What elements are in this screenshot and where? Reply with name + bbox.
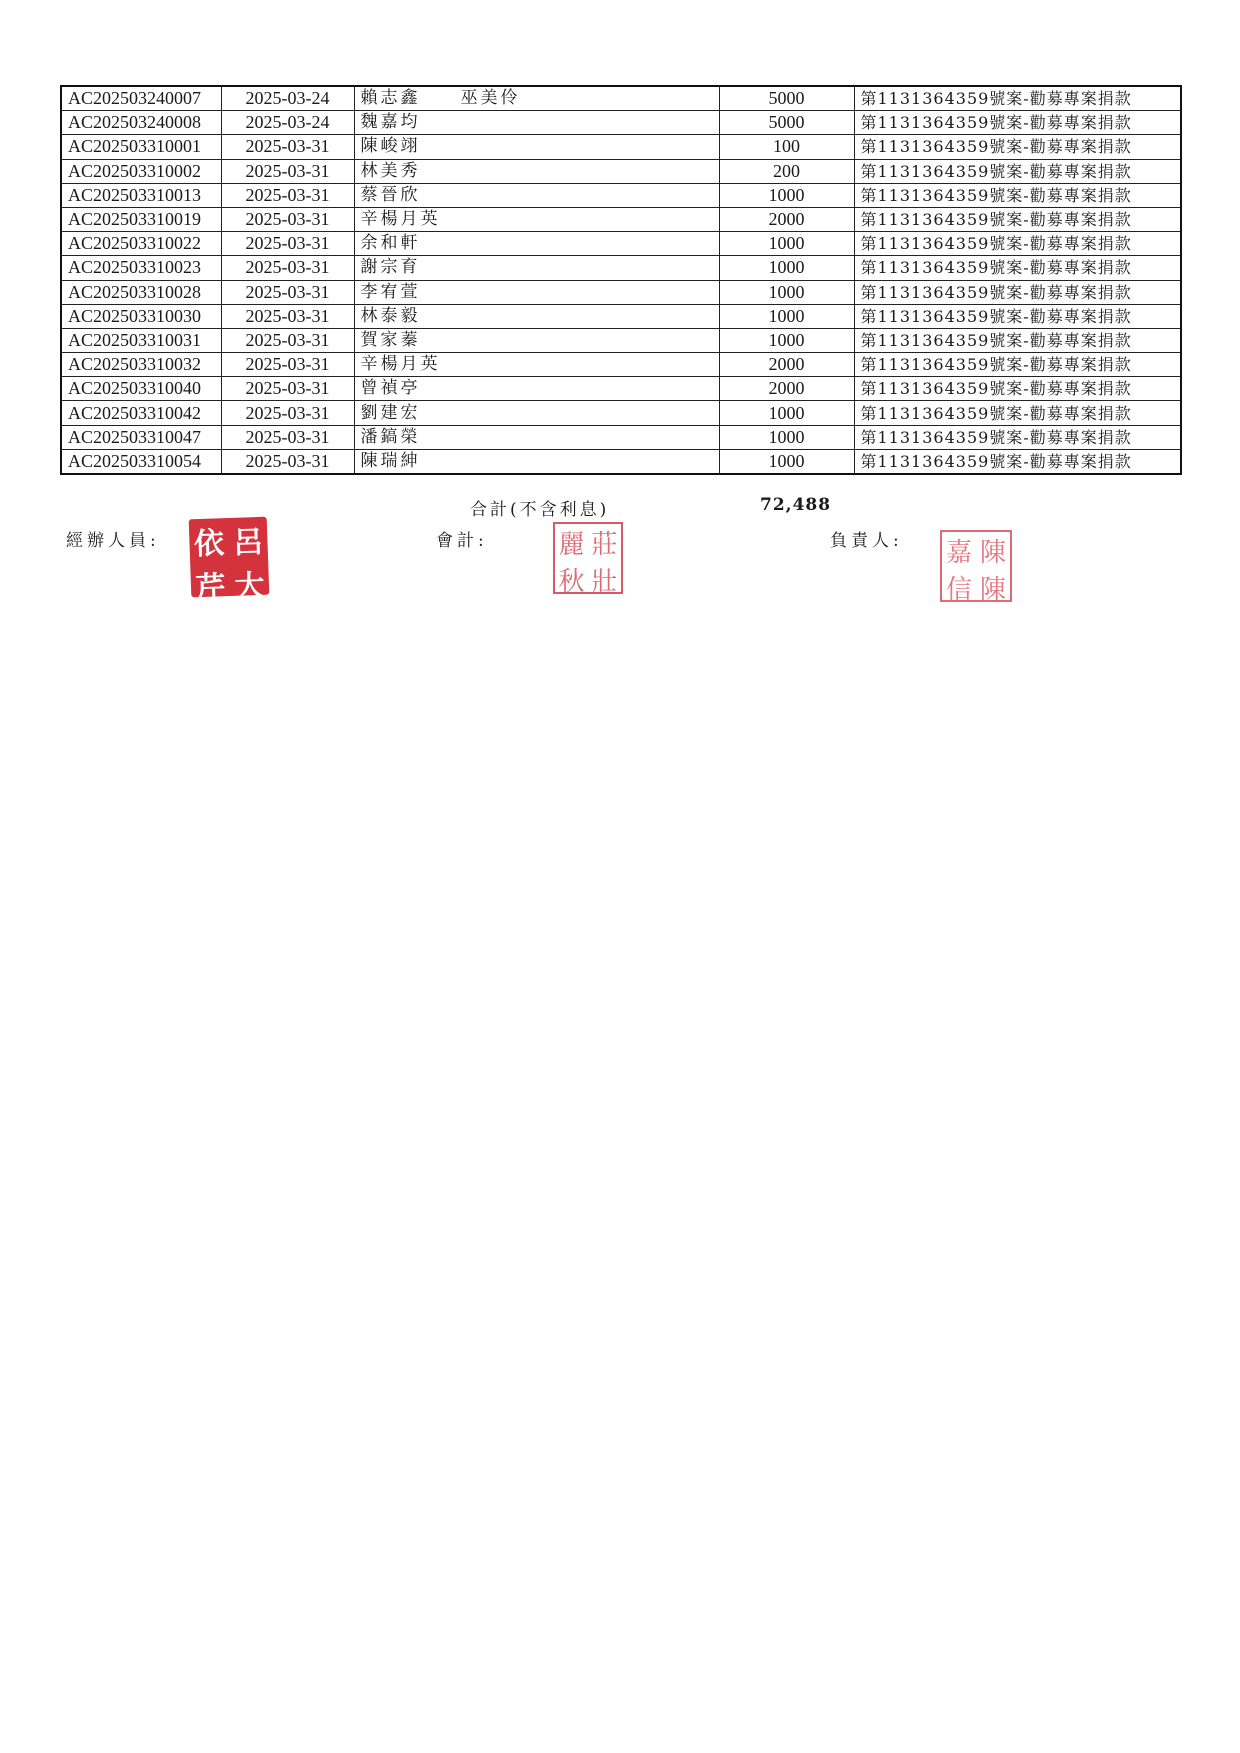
accountant-label: 會計: <box>436 531 488 551</box>
note-cell: 第1131364359號案-勸募專案捐款 <box>854 401 1181 425</box>
table-row <box>61 401 1181 425</box>
date-cell: 2025-03-31 <box>221 449 354 474</box>
date-cell: 2025-03-31 <box>221 183 354 207</box>
accountant-seal <box>553 522 623 597</box>
seal-char: 陳 <box>979 575 1006 605</box>
seal-char: 呂 <box>232 524 264 561</box>
note-cell: 第1131364359號案-勸募專案捐款 <box>854 353 1181 377</box>
donor-name-cell: 辛楊月英 <box>354 353 719 377</box>
donor-name-cell: 辛楊月英 <box>354 207 719 231</box>
account-id-cell: AC202503310002 <box>61 159 221 183</box>
note-cell: 第1131364359號案-勸募專案捐款 <box>854 425 1181 449</box>
note-cell: 第1131364359號案-勸募專案捐款 <box>854 304 1181 328</box>
handler-label: 經辦人員: <box>66 531 160 551</box>
donor-name-cell: 曾禎亭 <box>354 377 719 401</box>
note-cell: 第1131364359號案-勸募專案捐款 <box>854 135 1181 159</box>
seal-char: 芹 <box>194 570 227 607</box>
amount-cell: 2000 <box>719 353 854 377</box>
table-row <box>61 86 1181 111</box>
note-cell: 第1131364359號案-勸募專案捐款 <box>854 159 1181 183</box>
table-row <box>61 449 1181 474</box>
seal-char: 秋 <box>558 567 585 597</box>
account-id-cell: AC202503310001 <box>61 135 221 159</box>
donor-name-cell: 余和軒 <box>354 232 719 256</box>
amount-cell: 5000 <box>719 86 854 111</box>
table-row <box>61 353 1181 377</box>
donor-name-cell: 賴志鑫 巫美伶 <box>354 86 719 111</box>
account-id-cell: AC202503310023 <box>61 256 221 280</box>
total-value: 72,488 <box>760 495 832 515</box>
amount-cell: 1000 <box>719 401 854 425</box>
donor-name-cell: 劉建宏 <box>354 401 719 425</box>
table-row <box>61 183 1181 207</box>
seal-char: 麗 <box>558 530 585 560</box>
note-cell: 第1131364359號案-勸募專案捐款 <box>854 377 1181 401</box>
handler-seal <box>189 517 270 607</box>
donor-name-cell: 李宥萱 <box>354 280 719 304</box>
seal-char: 莊 <box>591 530 618 560</box>
seal-char: 信 <box>945 575 972 605</box>
donor-name-cell: 魏嘉均 <box>354 111 719 135</box>
manager-seal <box>940 530 1012 605</box>
amount-cell: 1000 <box>719 449 854 474</box>
account-id-cell: AC202503310040 <box>61 377 221 401</box>
seal-char: 壯 <box>591 567 618 597</box>
account-id-cell: AC202503310019 <box>61 207 221 231</box>
table-row <box>61 304 1181 328</box>
account-id-cell: AC202503240007 <box>61 86 221 111</box>
date-cell: 2025-03-31 <box>221 159 354 183</box>
date-cell: 2025-03-31 <box>221 207 354 231</box>
amount-cell: 1000 <box>719 232 854 256</box>
account-id-cell: AC202503310047 <box>61 425 221 449</box>
amount-cell: 2000 <box>719 207 854 231</box>
table-row <box>61 159 1181 183</box>
date-cell: 2025-03-24 <box>221 86 354 111</box>
table-row <box>61 207 1181 231</box>
note-cell: 第1131364359號案-勸募專案捐款 <box>854 328 1181 352</box>
note-cell: 第1131364359號案-勸募專案捐款 <box>854 207 1181 231</box>
donor-name-cell: 蔡晉欣 <box>354 183 719 207</box>
donor-name-cell: 賀家蓁 <box>354 328 719 352</box>
account-id-cell: AC202503310042 <box>61 401 221 425</box>
note-cell: 第1131364359號案-勸募專案捐款 <box>854 111 1181 135</box>
date-cell: 2025-03-31 <box>221 135 354 159</box>
date-cell: 2025-03-31 <box>221 425 354 449</box>
date-cell: 2025-03-31 <box>221 328 354 352</box>
donor-name-cell: 林美秀 <box>354 159 719 183</box>
seal-char: 依 <box>193 526 225 563</box>
donation-ledger-table <box>60 85 1182 475</box>
table-row <box>61 232 1181 256</box>
ledger-body <box>61 86 1181 474</box>
amount-cell: 1000 <box>719 280 854 304</box>
amount-cell: 5000 <box>719 111 854 135</box>
amount-cell: 1000 <box>719 183 854 207</box>
amount-cell: 100 <box>719 135 854 159</box>
table-row <box>61 135 1181 159</box>
amount-cell: 200 <box>719 159 854 183</box>
account-id-cell: AC202503240008 <box>61 111 221 135</box>
date-cell: 2025-03-31 <box>221 401 354 425</box>
account-id-cell: AC202503310031 <box>61 328 221 352</box>
table-row <box>61 280 1181 304</box>
donor-name-cell: 林泰毅 <box>354 304 719 328</box>
note-cell: 第1131364359號案-勸募專案捐款 <box>854 280 1181 304</box>
amount-cell: 1000 <box>719 425 854 449</box>
date-cell: 2025-03-24 <box>221 111 354 135</box>
date-cell: 2025-03-31 <box>221 377 354 401</box>
seal-char: 大 <box>233 568 266 605</box>
table-row <box>61 256 1181 280</box>
amount-cell: 1000 <box>719 256 854 280</box>
account-id-cell: AC202503310022 <box>61 232 221 256</box>
note-cell: 第1131364359號案-勸募專案捐款 <box>854 256 1181 280</box>
seal-char: 陳 <box>979 538 1006 568</box>
account-id-cell: AC202503310013 <box>61 183 221 207</box>
table-row <box>61 425 1181 449</box>
amount-cell: 1000 <box>719 304 854 328</box>
table-row <box>61 377 1181 401</box>
donor-name-cell: 謝宗育 <box>354 256 719 280</box>
account-id-cell: AC202503310028 <box>61 280 221 304</box>
date-cell: 2025-03-31 <box>221 353 354 377</box>
account-id-cell: AC202503310030 <box>61 304 221 328</box>
table-row <box>61 111 1181 135</box>
note-cell: 第1131364359號案-勸募專案捐款 <box>854 449 1181 474</box>
note-cell: 第1131364359號案-勸募專案捐款 <box>854 183 1181 207</box>
table-row <box>61 328 1181 352</box>
manager-label: 負責人: <box>830 531 903 551</box>
date-cell: 2025-03-31 <box>221 232 354 256</box>
seal-char: 嘉 <box>945 538 972 568</box>
account-id-cell: AC202503310054 <box>61 449 221 474</box>
donor-name-cell: 陳峻翊 <box>354 135 719 159</box>
note-cell: 第1131364359號案-勸募專案捐款 <box>854 86 1181 111</box>
total-label: 合計(不含利息) <box>470 500 610 520</box>
date-cell: 2025-03-31 <box>221 256 354 280</box>
donor-name-cell: 陳瑞紳 <box>354 449 719 474</box>
donor-name-cell: 潘鎬榮 <box>354 425 719 449</box>
amount-cell: 1000 <box>719 328 854 352</box>
amount-cell: 2000 <box>719 377 854 401</box>
date-cell: 2025-03-31 <box>221 304 354 328</box>
account-id-cell: AC202503310032 <box>61 353 221 377</box>
date-cell: 2025-03-31 <box>221 280 354 304</box>
note-cell: 第1131364359號案-勸募專案捐款 <box>854 232 1181 256</box>
